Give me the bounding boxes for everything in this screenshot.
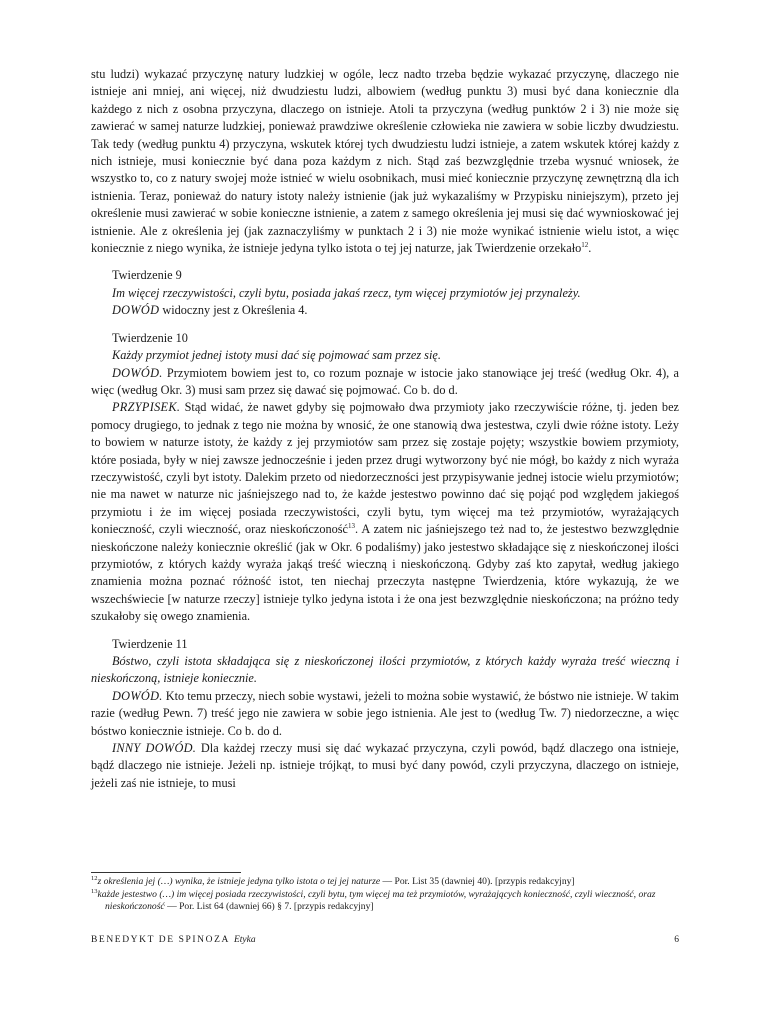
page-footer <box>91 935 679 951</box>
proposition-10-statement: Każdy przymiot jednej istoty musi dać się pojmować sam przez się. <box>112 348 441 363</box>
footnote-divider <box>91 872 241 873</box>
footnote-ref-12[interactable]: 12 <box>581 240 589 249</box>
author-name: BENEDYKT DE SPINOZA <box>91 935 230 945</box>
proposition-10-scholium: PRZYPISEK. Stąd widać, że nawet gdyby się pojmowało dwa przymioty jako rzeczywiście różne, tj. jeden bez pomocy drugiego, to jednak z tego nie można by wnosić, że one stanowią dwa jestestwa, czyli dwie różne istoty. Leży to bowiem w naturze istoty, że każdy z jej przymiotów sam przez się zostaje pojęty; wszystkie bowiem przymioty, które posiada, były w niej zawsze jednocześnie i jeden przez drugi wytworzony być nie mógł, bo każdy z nich wyraża rzeczywistość, czyli byt istoty. Dalekim przeto od niedorzeczności jest przypisywanie jednej istocie wielu przymiotów; nie ma nawet w naturze nic jaśniejszego nad to, że każde jestestwo powinno dać się pojąć pod względem jakiegoś przymiotu i że im więcej posiada rzeczywistości, czyli bytu, tym więcej ma też przymiotów, wyrażających konieczność, czyli wieczność, oraz nieskończoność$^{13}$. A zatem nic jaśniejszego też nad to, że jestestwo bezwzględnie nieskończone należy koniecznie określić (jak w Okr. 6 podaliśmy) jako jestestwo składające się z nieskończonej ilości przymiotów, z których każdy wyraża jakąś treść wieczną i nieskończoną. Gdyby zaś kto zapytał, według jakiego znamienia można poznać różność istot, ten niechaj przeczyta następne Twierdzenia, które wykazują, że we wszechświecie [w naturze rzeczy] istnieje tylko jedyna istota i że ona jest bezwzględnie nieskończona; na próżno tedy szukałoby się owego znamienia. <box>91 400 679 624</box>
proposition-10-proof: DOWÓD. Przymiotem bowiem jest to, co rozum poznaje w istocie jako stanowiące jej treść (według Okr. 4), a więc (według Okr. 3) musi sam przez się dawać się pojmować. Co b. do d. <box>91 365 679 397</box>
proposition-11-statement: Bóstwo, czyli istota składająca się z nieskończonej ilości przymiotów, z których każdy wyraża treść wieczną i nieskończoną, istnieje koniecznie. <box>91 654 679 686</box>
paragraph-continuation: stu ludzi) wykazać przyczynę natury ludzkiej w ogóle, lecz nadto trzeba będzie wykazać przyczynę, dlaczego nie istnieje ani mniej, ani więcej, niż dwudziestu ludzi, albowiem (według punktu 3) musi być dana koniecznie dla każdego z nich z osobna przyczyna, dlaczego on istnieje. Atoli ta przyczyna (według punktów 2 i 3) nie może się zawierać w samej naturze ludzkiej, ponieważ prawdziwe określenie człowieka nie zawiera w sobie liczby dwudziestu. Tak tedy (według punktu 4) przyczyna, wskutek której tych dwudziestu ludzi istnieje, a zatem wskutek której każdy z nich istnieje, musi koniecznie być dana poza każdym z nich. Stąd zaś bezwzględnie trzeba wysnuć wniosek, że wszystko to, co z natury swojej może istnieć w wielu osobnikach, musi mieć koniecznie przyczynę zewnętrzną dla ich istnienia. Teraz, ponieważ do natury istoty należy istnienie (jak już wykazaliśmy w Przypisku niniejszym), przeto jej określenie musi zawierać w sobie konieczne istnienie, a zatem z samego określenia jej musi się dać wywnioskować jej istnienie. Ale z określenia jej (jak zaznaczyliśmy w punktach 2 i 3) nie może wynikać istnienie wielu istot, a więc koniecznie z niego wynika, że istnieje jedyna tylko istota o tej jej naturze, jak Twierdzenie orzekało$^{12}$. <box>91 67 679 256</box>
footnote-13: $^{13}$każde jestestwo (…) im więcej posiada rzeczywistości, czyli bytu, tym więcej ma też przymiotów, wyrażających konieczność, czyli wieczność, oraz nieskończoność — Por. List 64 (dawniej 66) § 7. [przypis redakcyjny] <box>91 887 656 913</box>
main-text <box>91 66 679 792</box>
running-footer-title <box>91 935 256 945</box>
proposition-9-heading: Twierdzenie 9 <box>112 268 182 283</box>
book-title: Etyka <box>233 935 256 945</box>
proposition-11-proof: DOWÓD. Kto temu przeczy, niech sobie wystawi, jeżeli to można sobie wystawić, że bóstwo nie istnieje. W takim razie (według Pewn. 7) treść jego nie zawiera w sobie jego istnienia. Ale jest to (według Tw. 7) niedorzeczne, a więc bóstwo koniecznie istnieje. Co b. do d. <box>91 688 679 738</box>
proposition-9-statement: Im więcej rzeczywistości, czyli bytu, posiada jakaś rzecz, tym więcej przymiotów jej przynależy. <box>112 285 581 300</box>
page-number: 6 <box>674 935 679 945</box>
proposition-11-heading: Twierdzenie 11 <box>112 636 188 651</box>
footnotes <box>91 872 679 914</box>
footnote-12: $^{12}$z określenia jej (…) wynika, że istnieje jedyna tylko istota o tej jej naturze — Por. List 35 (dawniej 40). [przypis redakcyjny] <box>91 874 575 887</box>
footnote-ref-13[interactable]: 13 <box>348 522 356 531</box>
proposition-10-heading: Twierdzenie 10 <box>112 330 188 345</box>
proposition-9-proof: DOWÓD widoczny jest z Określenia 4. <box>112 303 308 318</box>
proposition-11-alt-proof: INNY DOWÓD. Dla każdej rzeczy musi się dać wykazać przyczyna, czyli powód, bądź dlaczego ona istnieje, bądź dlaczego nie istnieje. Jeżeli np. istnieje trójkąt, to musi być dany powód, czyli przyczyna, dlaczego on istnieje, jeżeli zaś nie istnieje, to musi <box>91 741 679 790</box>
